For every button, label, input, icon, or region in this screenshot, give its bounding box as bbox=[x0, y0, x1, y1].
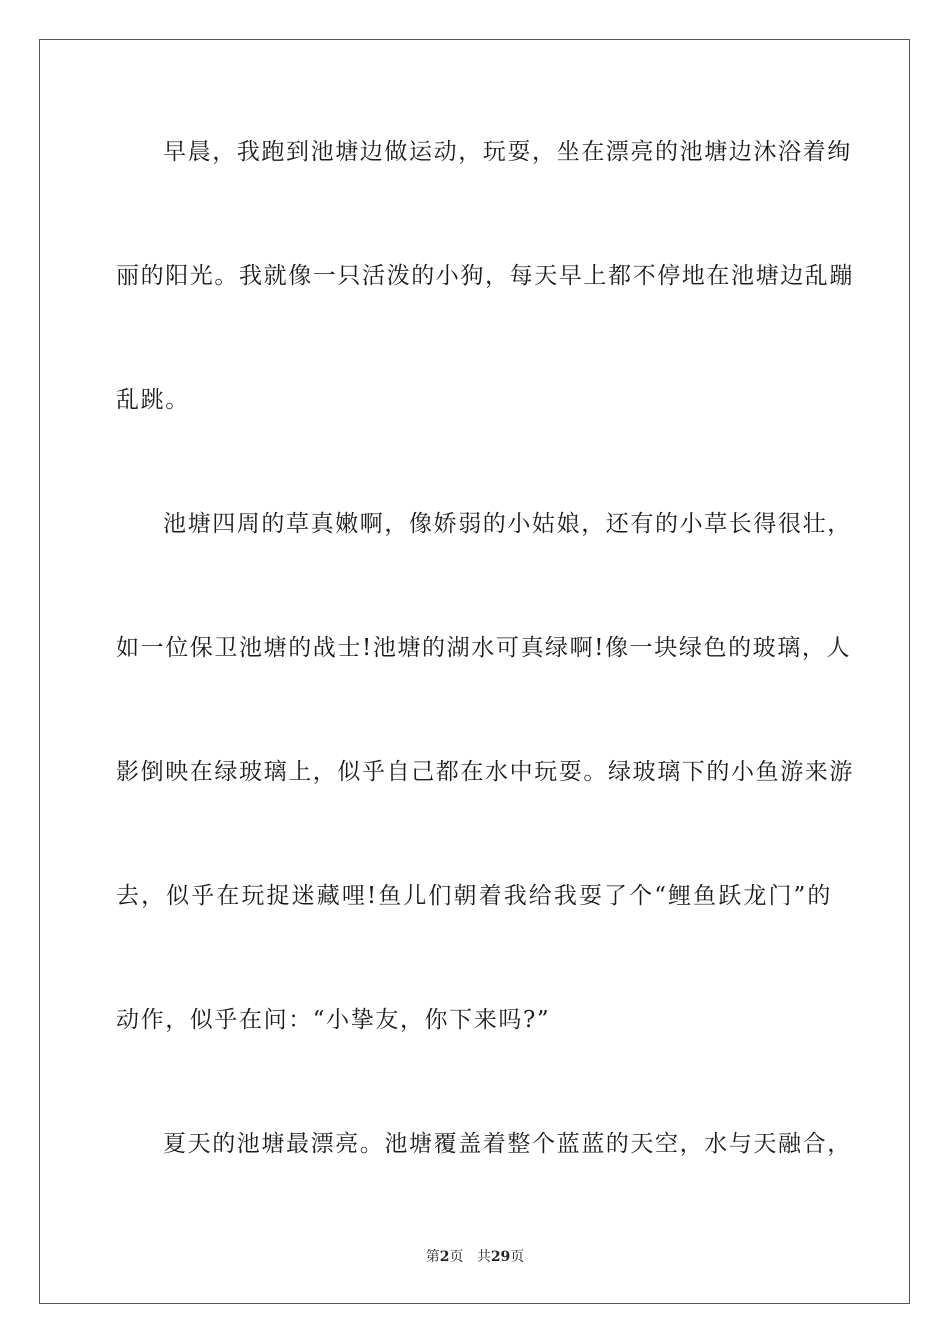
page-suffix: 页 bbox=[449, 1249, 464, 1265]
paragraph-line: 动作，似乎在问：“小挚友，你下来吗?” bbox=[116, 1007, 551, 1033]
paragraph-line: 夏天的池塘最漂亮。池塘覆盖着整个蓝蓝的天空，水与天融合， bbox=[163, 1131, 852, 1157]
paragraph-line: 去，似乎在玩捉迷藏哩!鱼儿们朝着我给我耍了个“鲤鱼跃龙门”的 bbox=[116, 883, 832, 909]
page-number: 2 bbox=[439, 1249, 450, 1265]
total-suffix: 页 bbox=[510, 1249, 525, 1265]
paragraph-line: 乱跳。 bbox=[116, 387, 190, 413]
paragraph-line: 池塘四周的草真嫩啊，像娇弱的小姑娘，还有的小草长得很壮， bbox=[163, 511, 852, 537]
page-footer bbox=[0, 1248, 950, 1266]
paragraph-line: 影倒映在绿玻璃上，似乎自己都在水中玩耍。绿玻璃下的小鱼游来游 bbox=[116, 759, 854, 785]
page-border bbox=[39, 39, 910, 1304]
paragraph-line: 如一位保卫池塘的战士!池塘的湖水可真绿啊!像一块绿色的玻璃，人 bbox=[116, 635, 852, 661]
paragraph-line: 早晨，我跑到池塘边做运动，玩耍，坐在漂亮的池塘边沐浴着绚 bbox=[163, 139, 852, 165]
paragraph-line: 丽的阳光。我就像一只活泼的小狗，每天早上都不停地在池塘边乱蹦 bbox=[116, 263, 854, 289]
page-prefix: 第 bbox=[425, 1249, 440, 1265]
total-prefix: 共 bbox=[476, 1249, 491, 1265]
total-pages: 29 bbox=[490, 1249, 511, 1265]
